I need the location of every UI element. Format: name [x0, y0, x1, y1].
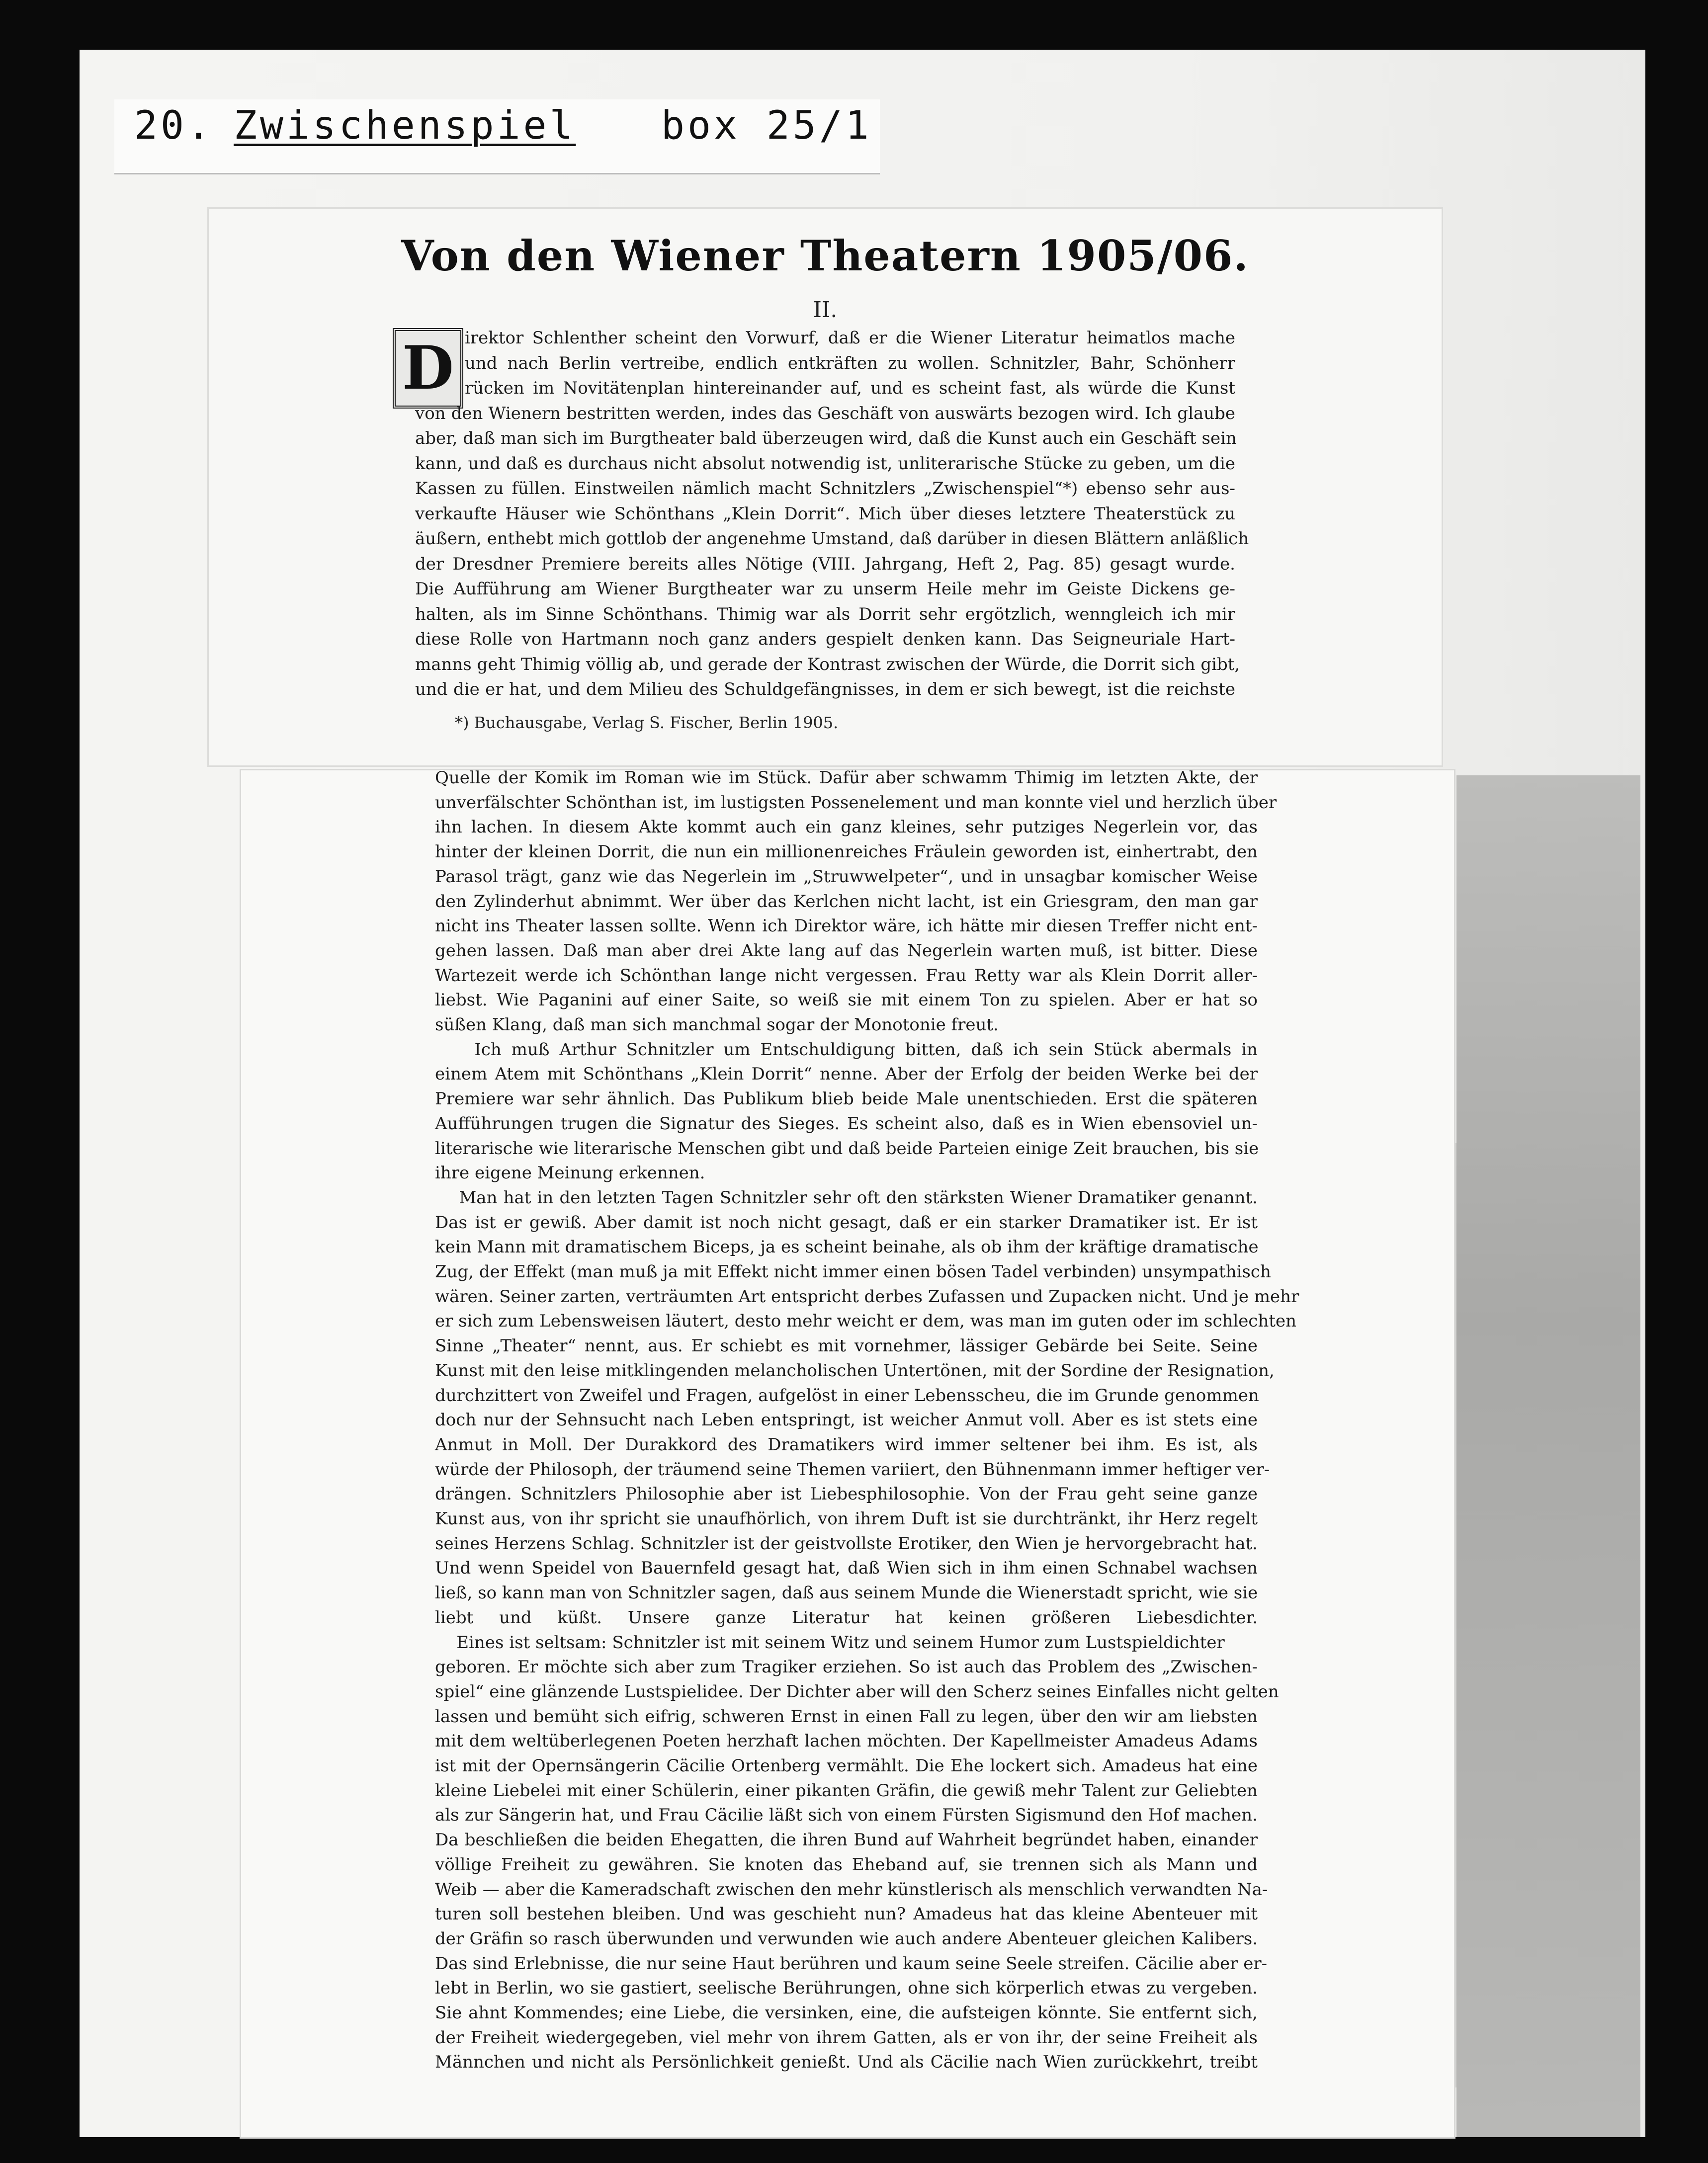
label-title: Zwischenspiel: [234, 103, 576, 148]
text-line: rücken im Novitätenplan hintereinander auf, und es scheint fast, als würde die Kunst: [465, 378, 1235, 398]
text-line: Parasol trägt, ganz wie das Negerlein im „Struwwelpeter“, und in unsagbar komischer Weise: [435, 866, 1258, 887]
text-line: Kunst aus, von ihr spricht sie unaufhörlich, von ihrem Duft ist sie durchtränkt, ihr Herz regelt: [435, 1509, 1258, 1529]
text-line: Das sind Erlebnisse, die nur seine Haut berühren und kaum seine Seele streifen. Cäcilie aber er-: [435, 1953, 1268, 1974]
text-line: Sie ahnt Kommendes; eine Liebe, die versinken, eine, die aufsteigen könnte. Sie entfernt sich,: [435, 2003, 1258, 2023]
text-line: Sinne „Theater“ nennt, aus. Er schiebt es mit vornehmer, lässiger Gebärde bei Seite. Seine: [435, 1336, 1258, 1356]
text-line: von den Wienern bestritten werden, indes das Geschäft von auswärts bezogen wird. Ich glaube: [415, 403, 1235, 423]
text-line: Kassen zu füllen. Einstweilen nämlich macht Schnitzlers „Zwischenspiel“*) ebenso sehr aus-: [415, 479, 1235, 499]
text-line: kleine Liebelei mit einer Schülerin, einer pikanten Gräfin, die gewiß mehr Talent zur Geliebten: [435, 1780, 1258, 1801]
text-line: irektor Schlenther scheint den Vorwurf, daß er die Wiener Literatur heimatlos mache: [465, 328, 1235, 348]
text-line: ihn lachen. In diesem Akte kommt auch ein ganz kleines, sehr putziges Negerlein vor, das: [435, 817, 1258, 837]
text-line: er sich zum Lebensweisen läutert, desto mehr weicht er dem, was man im guten oder im schlechten: [435, 1311, 1297, 1331]
text-line: hinter der kleinen Dorrit, die nun ein millionenreiches Fräulein geworden ist, einhertrabt, den: [435, 842, 1258, 862]
text-line: Weib — aber die Kameradschaft zwischen den mehr künstlerisch als menschlich verwandten Na-: [435, 1879, 1268, 1900]
text-line: ließ, so kann man von Schnitzler sagen, daß aus seinem Munde die Wienerstadt spricht, wie sie: [435, 1583, 1258, 1603]
text-line: turen soll bestehen bleiben. Und was geschieht nun? Amadeus hat das kleine Abenteuer mit: [435, 1904, 1258, 1924]
text-line: Man hat in den letzten Tagen Schnitzler sehr oft den stärksten Wiener Dramatiker genannt.: [435, 1187, 1258, 1208]
text-line: liebt und küßt. Unsere ganze Literatur hat keinen größeren Liebesdichter.: [435, 1607, 1258, 1628]
text-line: Das ist er gewiß. Aber damit ist noch nicht gesagt, daß er ein starker Dramatiker ist. Er ist: [435, 1212, 1258, 1233]
text-line: der Gräfin so rasch überwunden und verwunden wie auch andere Abenteuer gleichen Kalibers.: [435, 1928, 1258, 1949]
text-line: gehen lassen. Daß man aber drei Akte lang auf das Negerlein warten muß, ist bitter. Diese: [435, 940, 1258, 961]
text-line: ihre eigene Meinung erkennen.: [435, 1163, 705, 1183]
text-line: literarische wie literarische Menschen gibt und daß beide Parteien einige Zeit brauchen, bis sie: [435, 1138, 1259, 1159]
text-line: den Zylinderhut abnimmt. Wer über das Kerlchen nicht lacht, ist ein Griesgram, den man gar: [435, 891, 1258, 912]
text-line: doch nur der Sehnsucht nach Leben entspringt, ist weicher Anmut voll. Aber es ist stets eine: [435, 1410, 1258, 1430]
text-line: durchzittert von Zweifel und Fragen, aufgelöst in einer Lebensscheu, die im Grunde genommen: [435, 1385, 1259, 1406]
text-line: kann, und daß es durchaus nicht absolut notwendig ist, unliterarische Stücke zu geben, um die: [415, 453, 1235, 474]
text-line: als zur Sängerin hat, und Frau Cäcilie läßt sich von einem Fürsten Sigismund den Hof machen.: [435, 1805, 1258, 1826]
sheet-shadow-strip: [1456, 775, 1640, 2137]
footnote: *) Buchausgabe, Verlag S. Fischer, Berlin 1905.: [455, 713, 839, 732]
text-line: verkaufte Häuser wie Schönthans „Klein Dorrit“. Mich über dieses letztere Theaterstück zu: [415, 503, 1235, 524]
text-line: diese Rolle von Hartmann noch ganz anders gespielt denken kann. Das Seigneuriale Hart-: [415, 629, 1235, 649]
text-line: liebst. Wie Paganini auf einer Saite, so weiß sie mit einem Ton zu spielen. Aber er hat so: [435, 990, 1258, 1010]
text-line: kein Mann mit dramatischem Biceps, ja es scheint beinahe, als ob ihm der kräftige dramatische: [435, 1237, 1259, 1257]
text-line: Da beschließen die beiden Ehegatten, die ihren Bund auf Wahrheit begründet haben, einander: [435, 1830, 1258, 1850]
label-box: box 25/1: [661, 103, 872, 148]
text-line: Die Aufführung am Wiener Burgtheater war zu unserm Heile mehr im Geiste Dickens ge-: [415, 579, 1235, 599]
archive-label: [114, 99, 880, 174]
drop-cap: D: [393, 328, 463, 409]
text-line: und die er hat, und dem Milieu des Schuldgefängnisses, in dem er sich bewegt, ist die reichste: [415, 679, 1235, 699]
text-line: Quelle der Komik im Roman wie im Stück. Dafür aber schwamm Thimig im letzten Akte, der: [435, 768, 1258, 788]
text-line: seines Herzens Schlag. Schnitzler ist der geistvollste Erotiker, den Wien je hervorgebracht hat.: [435, 1533, 1258, 1554]
text-line: spiel“ eine glänzende Lustspielidee. Der Dichter aber will den Scherz seines Einfalles nicht gelten: [435, 1681, 1279, 1702]
section-number: II.: [813, 297, 838, 323]
text-line: wären. Seiner zarten, verträumten Art entspricht derbes Zufassen und Zupacken nicht. Und je mehr: [435, 1286, 1299, 1307]
text-line: halten, als im Sinne Schönthans. Thimig war als Dorrit sehr ergötzlich, wenngleich ich mir: [415, 604, 1235, 624]
text-line: würde der Philosoph, der träumend seine Themen variiert, den Bühnenmann immer heftiger ver-: [435, 1459, 1270, 1480]
text-line: unverfälschter Schönthan ist, im lustigsten Possenelement und man konnte viel und herzlich über: [435, 792, 1277, 813]
text-line: ist mit der Opernsängerin Cäcilie Ortenberg vermählt. Die Ehe lockert sich. Amadeus hat eine: [435, 1756, 1258, 1776]
text-line: nicht ins Theater lassen sollte. Wenn ich Direktor wäre, ich hätte mir diesen Treffer nicht ent-: [435, 916, 1258, 936]
text-line: manns geht Thimig völlig ab, und gerade der Kontrast zwischen der Würde, die Dorrit sich gibt,: [415, 654, 1240, 674]
text-line: geboren. Er möchte sich aber zum Tragiker erziehen. So ist auch das Problem des „Zwischen-: [435, 1657, 1258, 1677]
text-line: mit dem weltüberlegenen Poeten herzhaft lachen möchten. Der Kapellmeister Amadeus Adams: [435, 1731, 1258, 1751]
text-line: Anmut in Moll. Der Durakkord des Dramatikers wird immer seltener bei ihm. Es ist, als: [435, 1434, 1258, 1455]
article-heading: Von den Wiener Theatern 1905/06.: [401, 231, 1249, 280]
text-line: der Freiheit wiedergegeben, viel mehr von ihrem Gatten, als er von ihr, der seine Freiheit als: [435, 2027, 1258, 2048]
label-number: 20.: [134, 103, 213, 148]
text-line: Zug, der Effekt (man muß ja mit Effekt nicht immer einen bösen Tadel verbinden) unsympathisch: [435, 1262, 1271, 1282]
text-line: Wartezeit werde ich Schönthan lange nicht vergessen. Frau Retty war als Klein Dorrit aller-: [435, 965, 1258, 986]
text-line: Aufführungen trugen die Signatur des Sieges. Es scheint also, daß es in Wien ebensoviel un-: [435, 1113, 1258, 1134]
text-line: Eines ist seltsam: Schnitzler ist mit seinem Witz und seinem Humor zum Lustspieldichter: [435, 1632, 1225, 1653]
text-line: Ich muß Arthur Schnitzler um Entschuldigung bitten, daß ich sein Stück abermals in: [435, 1039, 1258, 1060]
text-line: äußern, enthebt mich gottlob der angenehme Umstand, daß darüber in diesen Blättern anläßlich: [415, 529, 1249, 549]
text-line: Männchen und nicht als Persönlichkeit genießt. Und als Cäcilie nach Wien zurückkehrt, treibt: [435, 2052, 1258, 2073]
text-line: und nach Berlin vertreibe, endlich entkräften zu wollen. Schnitzler, Bahr, Schönherr: [465, 353, 1235, 373]
text-line: süßen Klang, daß man sich manchmal sogar der Monotonie freut.: [435, 1015, 999, 1035]
text-line: völlige Freiheit zu gewähren. Sie knoten das Eheband auf, sie trennen sich als Mann und: [435, 1854, 1258, 1875]
text-line: Premiere war sehr ähnlich. Das Publikum blieb beide Male unentschieden. Erst die späteren: [435, 1089, 1258, 1109]
text-line: einem Atem mit Schönthans „Klein Dorrit“ nenne. Aber der Erfolg der beiden Werke bei der: [435, 1064, 1258, 1084]
text-line: drängen. Schnitzlers Philosophie aber ist Liebesphilosophie. Von der Frau geht seine ganze: [435, 1484, 1258, 1504]
text-line: Kunst mit den leise mitklingenden melancholischen Untertönen, mit der Sordine der Resignation,: [435, 1360, 1275, 1381]
text-line: aber, daß man sich im Burgtheater bald überzeugen wird, daß die Kunst auch ein Geschäft sein: [415, 428, 1237, 448]
text-line: lassen und bemüht sich eifrig, schweren Ernst in einen Fall zu legen, über den wir am liebsten: [435, 1706, 1258, 1727]
text-line: Und wenn Speidel von Bauernfeld gesagt hat, daß Wien sich in ihm einen Schnabel wachsen: [435, 1558, 1258, 1579]
text-line: der Dresdner Premiere bereits alles Nötige (VIII. Jahrgang, Heft 2, Pag. 85) gesagt wurde.: [415, 554, 1235, 574]
text-line: lebt in Berlin, wo sie gastiert, seelische Berührungen, ohne sich körperlich etwas zu vergeben.: [435, 1978, 1258, 1998]
